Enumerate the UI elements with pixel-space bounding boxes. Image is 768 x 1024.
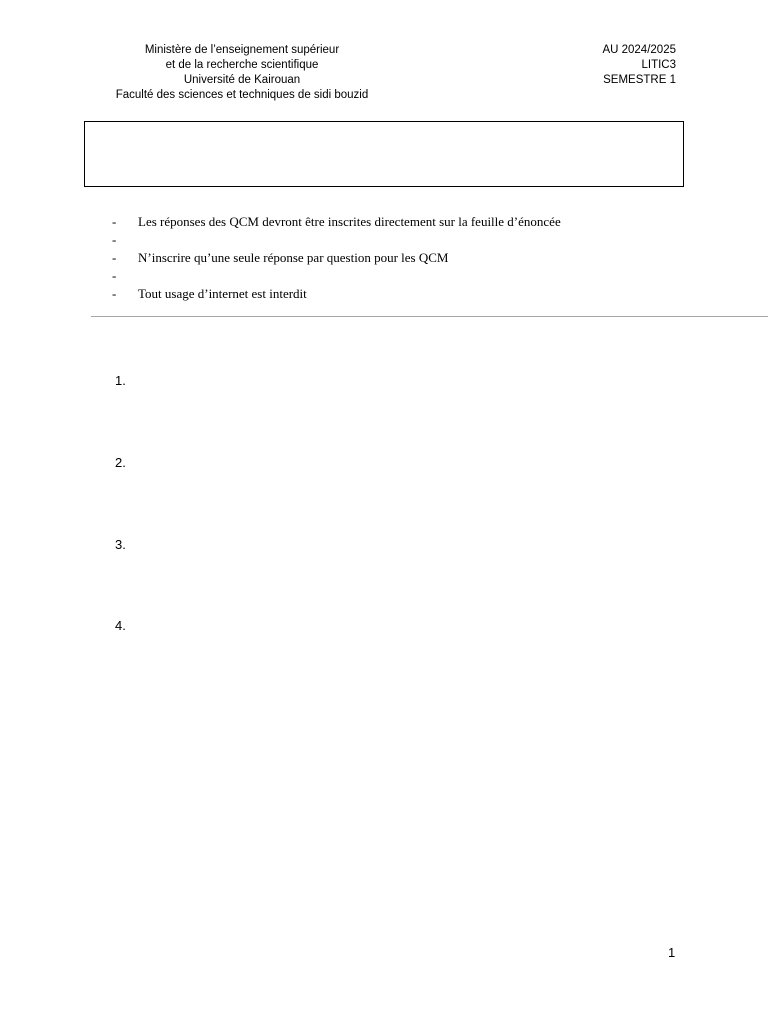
bullet-dash: - [112,232,117,247]
question-number-2: 2. [115,455,126,470]
research-line: et de la recherche scientifique [165,59,319,71]
faculty-line: Faculté des sciences et techniques de sidi bouzid [115,89,369,101]
ministry-line: Ministère de l’enseignement supérieur [144,44,340,56]
bullet-dash: - [112,214,117,229]
question-number-1: 1. [115,373,126,388]
bullet-dash: - [112,250,117,265]
semester: SEMESTRE 1 [603,74,676,86]
university-line: Université de Kairouan [183,74,301,86]
question-number-4: 4. [115,618,126,633]
institution-header [90,43,394,103]
class-level: LITIC3 [641,59,676,71]
question-number-3: 3. [115,537,126,552]
page-number: 1 [668,945,676,960]
instruction-item [112,285,561,303]
bullet-dash: - [112,286,117,301]
instruction-text: Tout usage d’internet est interdit [138,286,307,301]
instruction-item [112,213,561,231]
section-divider [91,316,768,317]
session-header [602,43,676,88]
instruction-item [112,249,561,267]
instruction-item [112,231,561,249]
instruction-text: N’inscrire qu’une seule réponse par question pour les QCM [138,250,449,265]
bullet-dash: - [112,268,117,283]
instruction-item [112,267,561,285]
academic-year: AU 2024/2025 [602,44,676,56]
instructions-list [112,213,561,303]
exam-title-box [84,121,684,187]
instruction-text: Les réponses des QCM devront être inscrites directement sur la feuille d’énoncée [138,214,561,229]
